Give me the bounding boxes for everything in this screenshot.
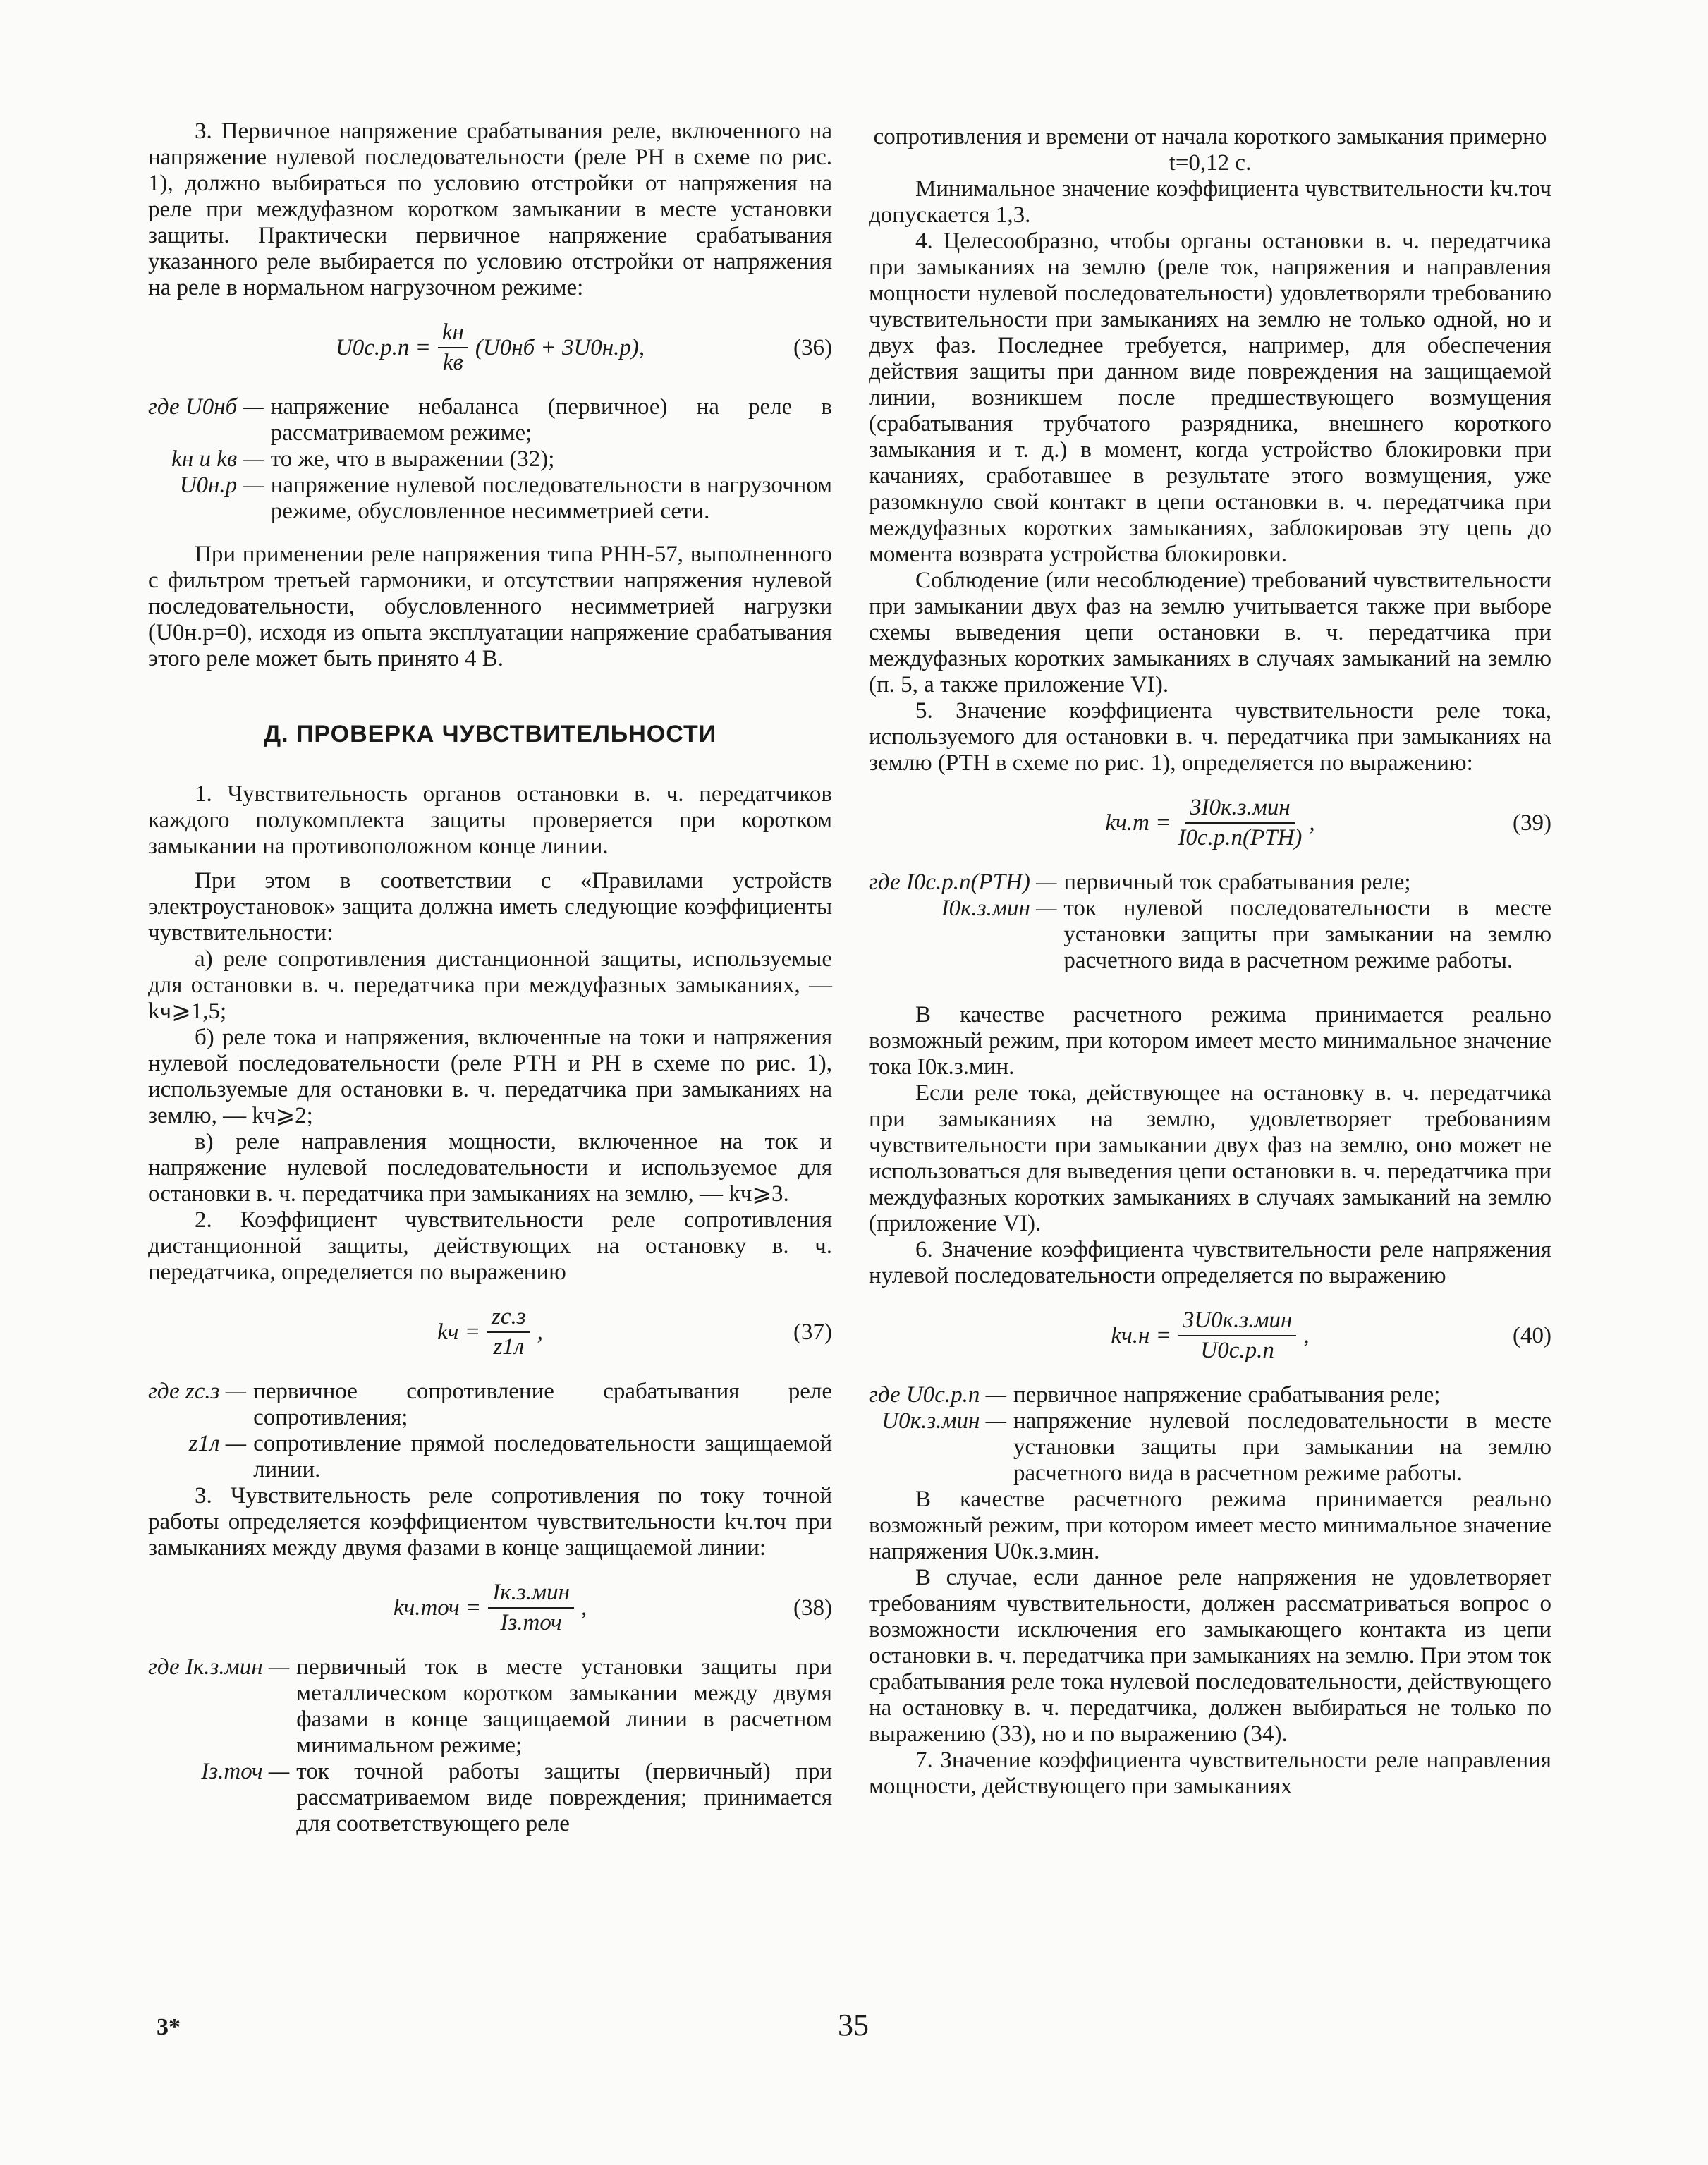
eq36-number: (36)	[793, 334, 832, 360]
paragraph-calc-1: В качестве расчетного режима принимается реально возможный режим, при котором имеет место минимальное значение тока I0к.з.мин.	[869, 1002, 1551, 1080]
section-heading: Д. ПРОВЕРКА ЧУВСТВИТЕЛЬНОСТИ	[263, 721, 717, 748]
paragraph-rnn57: При применении реле напряжения типа РНН-57, выполненного с фильтром третьей гармоники, и отсутствии напряжения нулевой последовательности, обусловленного несимметрией нагрузки (U0н.р=0), исходя из опыта эксплуатации напряжение срабатывания этого реле может быть принято 4 В.	[148, 542, 832, 671]
signature-mark: 3*	[157, 2014, 181, 2040]
legend-symbol: где I0с.р.п(РТН) —	[869, 870, 1057, 895]
paragraph-3: 3. Первичное напряжение срабатывания реле, включенного на напряжение нулевой последовательности (реле РН в схеме по рис. 1), должно выбираться по условию отстройки от напряжения на реле при междуфазном коротком замыкании в месте установки защиты. Практически первичное напряжение срабатывания указанного реле выбирается по условию отстройки от напряжения на реле в нормальном нагрузочном режиме:	[148, 118, 832, 300]
eq39-den: I0с.р.п(РТН)	[1178, 825, 1303, 850]
equation-37	[148, 1304, 832, 1360]
item-v: в) реле направления мощности, включенное на ток и напряжение нулевой последовательности и используемое для остановки в. ч. передатчика при замыканиях на землю, — kч⩾3.	[148, 1129, 832, 1207]
eq36-lhs: U0с.р.п =	[335, 334, 431, 360]
legend-definition: первичное напряжение срабатывания реле;	[1013, 1382, 1441, 1408]
legend-37	[148, 1379, 832, 1483]
legend-definition: первичное сопротивление срабатывания реле сопротивления;	[253, 1379, 832, 1430]
eq39-rhs: ,	[1309, 810, 1315, 836]
eq37-num: zс.з	[487, 1304, 530, 1333]
paragraph-calc-2: В качестве расчетного режима принимается реально возможный режим, при котором имеет место минимальное значение напряжения U0к.з.мин.	[869, 1487, 1551, 1564]
legend-definition: сопротивление прямой последовательности защищаемой линии.	[253, 1431, 832, 1482]
legend-symbol: Iз.точ —	[201, 1759, 290, 1784]
eq38-lhs: kч.точ =	[393, 1594, 482, 1621]
eq36-rhs: (U0нб + 3U0н.р),	[475, 334, 645, 360]
legend-symbol: где U0с.р.п —	[869, 1382, 1006, 1408]
eq38-rhs: ,	[580, 1594, 587, 1621]
eq37-number: (37)	[793, 1319, 832, 1345]
paragraph-min: Минимальное значение коэффициента чувствительности kч.точ допускается 1,3.	[869, 176, 1551, 228]
legend-39	[869, 870, 1551, 974]
legend-40	[869, 1382, 1551, 1487]
eq40-rhs: ,	[1303, 1322, 1310, 1348]
legend-symbol: kн и kв —	[171, 446, 264, 472]
paragraph-5: 5. Значение коэффициента чувствительности реле тока, используемого для остановки в. ч. передатчика при замыканиях на землю (РТН в схеме по рис. 1), определяется по выражению:	[869, 698, 1551, 776]
paragraph-sobl: Соблюдение (или несоблюдение) требований чувствительности при замыкании двух фаз на землю учитывается также при выборе схемы выведения цепи остановки в. ч. передатчика при междуфазных коротких замыканиях в случаях замыканий на землю (п. 5, а также приложение VI).	[869, 568, 1551, 697]
paragraph-2: 2. Коэффициент чувствительности реле сопротивления дистанционной защиты, действующих на остановку в. ч. передатчика, определяется по выражению	[148, 1207, 832, 1285]
legend-definition: напряжение небаланса (первичное) на реле в рассматриваемом режиме;	[270, 394, 832, 446]
eq40-fraction	[1178, 1307, 1297, 1364]
eq40-lhs: kч.н =	[1111, 1322, 1171, 1348]
legend-symbol: I0к.з.мин —	[941, 896, 1057, 921]
legend-symbol: где U0нб —	[148, 394, 264, 420]
paragraph-rules: При этом в соответствии с «Правилами устройств электроустановок» защита должна иметь следующие коэффициенты чувствительности:	[148, 868, 832, 946]
legend-symbol: z1л —	[188, 1431, 247, 1456]
eq36-den: kв	[442, 350, 463, 375]
paragraph-3b: 3. Чувствительность реле сопротивления по току точной работы определяется коэффициентом чувствительности kч.точ при замыканиях между двумя фазами в конце защищаемой линии:	[148, 1483, 832, 1561]
left-column	[148, 118, 832, 1837]
eq37-lhs: kч =	[437, 1319, 481, 1345]
paragraph-esli: Если реле тока, действующее на остановку в. ч. передатчика при замыканиях на землю, удовлетворяет требованиям чувствительности при замыкании двух фаз на землю, оно может не использоваться для выведения цепи остановки в. ч. передатчика при междуфазных коротких замыканиях в случаях замыканий на землю (приложение VI).	[869, 1080, 1551, 1236]
paragraph-case: В случае, если данное реле напряжения не удовлетворяет требованиям чувствительности, должен рассматриваться вопрос о возможности исключения его замыкающего контакта из цепи остановки в. ч. передатчика при замыканиях на землю. При этом ток срабатывания реле тока нулевой последовательности, действующего на остановку в. ч. передатчика, должен выбираться не только по выражению (33), но и по выражению (34).	[869, 1565, 1551, 1747]
legend-definition: напряжение нулевой последовательности в нагрузочном режиме, обусловленное несимметрией сети.	[270, 472, 832, 524]
legend-definition: напряжение нулевой последовательности в месте установки защиты при замыкании на землю расчетного вида в расчетном режиме работы.	[1013, 1408, 1551, 1486]
legend-definition: ток нулевой последовательности в месте установки защиты при замыкании на землю расчетного вида в расчетном режиме работы.	[1063, 896, 1551, 973]
item-a: а) реле сопротивления дистанционной защиты, используемые для остановки в. ч. передатчика при междуфазных замыканиях, — kч⩾1,5;	[148, 946, 832, 1024]
legend-definition: ток точной работы защиты (первичный) при рассматриваемом виде повреждения; принимается для соответствующего реле	[296, 1759, 832, 1836]
paragraph-6: 6. Значение коэффициента чувствительности реле напряжения нулевой последовательности определяется по выражению	[869, 1237, 1551, 1288]
paragraph-4: 4. Целесообразно, чтобы органы остановки в. ч. передатчика при замыканиях на землю (реле ток, напряжения и направления мощности нулевой последовательности) удовлетворяли требованию чувствительности при замыканиях на землю не только одной, но и двух фаз. Последнее требуется, например, для обеспечения действия защиты при данном виде повреждения на защищаемой линии, возникшем после предшествующего возмущения (срабатывания трубчатого разрядника, внешнего короткого замыкания и т. д.) в момент, когда устройство блокировки при качаниях, сработавшее в результате этого возмущения, уже разомкнуло свой контакт в цепи остановки в. ч. передатчика при междуфазных коротких замыканиях, заблокировав эту цепь до момента возврата устройства блокировки.	[869, 228, 1551, 567]
legend-symbol: где zс.з —	[148, 1379, 247, 1404]
eq40-den: U0с.р.п	[1200, 1338, 1274, 1363]
eq40-num: 3U0к.з.мин	[1178, 1307, 1297, 1336]
eq40-number: (40)	[1513, 1322, 1551, 1348]
eq38-num: Iк.з.мин	[488, 1580, 574, 1609]
eq37-den: z1л	[493, 1334, 525, 1360]
continuation-text: сопротивления и времени от начала короткого замыкания примерно t=0,12 с.	[873, 124, 1547, 176]
paragraph-7: 7. Значение коэффициента чувствительности реле направления мощности, действующего при замыканиях	[869, 1748, 1551, 1799]
legend-36	[148, 394, 832, 525]
legend-definition: первичный ток в месте установки защиты при металлическом коротком замыкании между двумя фазами в конце защищаемой линии в расчетном минимальном режиме;	[296, 1654, 832, 1758]
page-number: 35	[838, 2008, 869, 2042]
eq39-fraction	[1178, 795, 1302, 851]
equation-38	[148, 1580, 832, 1636]
legend-symbol: U0к.з.мин —	[882, 1408, 1006, 1434]
legend-symbol: U0н.р —	[179, 472, 264, 498]
eq38-fraction	[488, 1580, 574, 1636]
equation-40	[869, 1307, 1551, 1364]
legend-definition: то же, что в выражении (32);	[270, 446, 555, 472]
eq39-num: 3I0к.з.мин	[1185, 795, 1295, 824]
eq38-den: Iз.точ	[500, 1610, 562, 1635]
right-column	[869, 124, 1551, 1800]
equation-39	[869, 795, 1551, 851]
eq37-fraction	[487, 1304, 530, 1360]
eq39-lhs: kч.т =	[1105, 810, 1171, 836]
equation-36	[148, 319, 832, 376]
legend-symbol: где Iк.з.мин —	[148, 1654, 290, 1680]
item-b: б) реле тока и напряжения, включенные на токи и напряжения нулевой последовательности (реле РТН и РН в схеме по рис. 1), используемые для остановки в. ч. передатчика при замыканиях на землю, — kч⩾2;	[148, 1025, 832, 1128]
eq39-number: (39)	[1513, 810, 1551, 836]
eq38-number: (38)	[793, 1594, 832, 1621]
legend-38	[148, 1654, 832, 1837]
eq36-fraction	[438, 319, 468, 376]
paragraph-1: 1. Чувствительность органов остановки в. ч. передатчиков каждого полукомплекта защиты проверяется при коротком замыкании на противоположном конце линии.	[148, 781, 832, 859]
eq36-num: kн	[438, 319, 468, 348]
legend-definition: первичный ток срабатывания реле;	[1063, 870, 1411, 895]
eq37-rhs: ,	[537, 1319, 543, 1345]
